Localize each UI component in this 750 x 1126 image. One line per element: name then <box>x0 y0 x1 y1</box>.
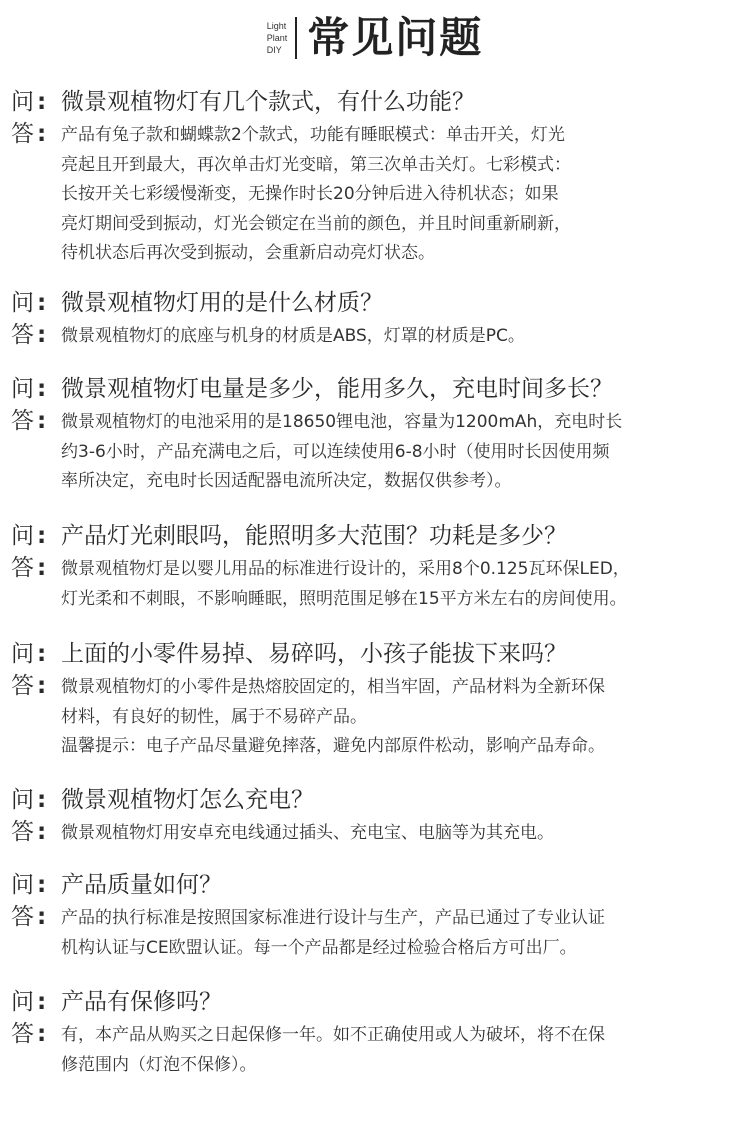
question-row <box>0 987 750 1021</box>
answer-colon: : <box>37 1021 47 1047</box>
question-colon: : <box>37 89 47 115</box>
question-marker: 问 <box>11 872 34 898</box>
question-text: 微景观植物灯有几个款式，有什么功能？ <box>61 89 475 115</box>
question-text: 产品质量如何？ <box>61 872 222 898</box>
question-colon: : <box>37 641 47 667</box>
answer-marker: 答 <box>11 904 34 930</box>
answer-colon: : <box>37 121 47 147</box>
question-row <box>0 288 750 322</box>
answer-text <box>61 904 739 963</box>
faq-item <box>0 87 750 269</box>
answer-text <box>61 322 739 352</box>
answer-row <box>0 121 750 269</box>
answer-line: 微景观植物灯的小零件是热熔胶固定的，相当牢固，产品材料为全新环保 <box>61 677 605 697</box>
answer-colon: : <box>37 555 47 581</box>
answer-marker: 答 <box>11 673 34 699</box>
faq-item <box>0 785 750 849</box>
answer-row <box>0 819 750 849</box>
answer-row <box>0 322 750 352</box>
question-marker: 问 <box>11 989 34 1015</box>
question-marker: 问 <box>11 787 34 813</box>
question-row <box>0 785 750 819</box>
answer-row <box>0 408 750 497</box>
question-text: 产品灯光刺眼吗，能照明多大范围？功耗是多少？ <box>61 523 567 549</box>
faq-item <box>0 521 750 614</box>
answer-line: 修范围内（灯泡不保修）。 <box>61 1054 257 1075</box>
question-text: 微景观植物灯电量是多少，能用多久，充电时间多长？ <box>61 376 613 402</box>
question-colon: : <box>37 872 47 898</box>
question-marker: 问 <box>11 376 34 402</box>
answer-line: 灯光柔和不刺眼，不影响睡眠，照明范围足够在15平方米左右的房间使用。 <box>61 588 627 609</box>
header-divider <box>295 17 297 59</box>
answer-colon: : <box>37 904 47 930</box>
question-marker: 问 <box>11 641 34 667</box>
answer-text <box>61 819 739 849</box>
answer-colon: : <box>37 673 47 699</box>
question-colon: : <box>37 523 47 549</box>
answer-line: 机构认证与CE欧盟认证。每一个产品都是经过检验合格后方可出厂。 <box>61 937 577 958</box>
answer-row <box>0 673 750 762</box>
answer-line: 率所决定，充电时长因适配器电流所决定，数据仅供参考）。 <box>61 471 512 491</box>
question-marker: 问 <box>11 290 34 316</box>
answer-line: 产品的执行标准是按照国家标准进行设计与生产，产品已通过了专业认证 <box>61 908 605 928</box>
brand-line: DIY <box>266 45 282 55</box>
answer-marker: 答 <box>11 555 34 581</box>
answer-row <box>0 555 750 614</box>
answer-marker: 答 <box>11 819 34 845</box>
answer-colon: : <box>37 819 47 845</box>
answer-line: 长按开关七彩缓慢渐变，无操作时长20分钟后进入待机状态；如果 <box>61 184 559 204</box>
question-row <box>0 521 750 555</box>
question-colon: : <box>37 787 47 813</box>
answer-line: 温馨提示：电子产品尽量避免摔落，避免内部原件松动，影响产品寿命。 <box>61 736 605 756</box>
answer-colon: : <box>37 322 47 348</box>
question-row <box>0 87 750 121</box>
answer-text <box>61 121 739 269</box>
page-title: 常见问题 <box>307 13 484 62</box>
question-text: 微景观植物灯用的是什么材质？ <box>61 290 383 316</box>
faq-item <box>0 870 750 963</box>
brand-line: Plant <box>266 33 288 43</box>
answer-line: 约3-6小时，产品充满电之后，可以连续使用6-8小时（使用时长因使用频 <box>61 441 610 462</box>
brand-logo <box>267 20 288 56</box>
answer-line: 微景观植物灯是以婴儿用品的标准进行设计的，采用8个0.125瓦环保LED， <box>61 559 630 579</box>
answer-line: 有，本产品从购买之日起保修一年。如不正确使用或人为破坏，将不在保 <box>61 1025 605 1045</box>
question-text: 上面的小零件易掉、易碎吗，小孩子能拔下来吗？ <box>61 641 567 667</box>
brand-line: Light <box>266 21 287 31</box>
answer-line: 微景观植物灯的电池采用的是18650锂电池，容量为1200mAh，充电时长 <box>61 412 623 432</box>
question-colon: : <box>37 989 47 1015</box>
faq-item <box>0 987 750 1080</box>
question-row <box>0 870 750 904</box>
question-colon: : <box>37 376 47 402</box>
question-colon: : <box>37 290 47 316</box>
answer-marker: 答 <box>11 322 34 348</box>
answer-line: 微景观植物灯的底座与机身的材质是ABS，灯罩的材质是PC。 <box>61 326 525 346</box>
answer-row <box>0 904 750 963</box>
answer-line: 产品有兔子款和蝴蝶款2个款式，功能有睡眠模式：单击开关，灯光 <box>61 125 565 145</box>
answer-line: 亮灯期间受到振动，灯光会锁定在当前的颜色，并且时间重新刷新， <box>61 213 571 234</box>
answer-text <box>61 673 739 762</box>
question-row <box>0 639 750 673</box>
question-row <box>0 374 750 408</box>
answer-marker: 答 <box>11 1021 34 1047</box>
answer-line: 材料，有良好的韧性，属于不易碎产品。 <box>61 706 367 727</box>
answer-text <box>61 1021 739 1080</box>
question-text: 微景观植物灯怎么充电？ <box>61 787 314 813</box>
page-header <box>0 10 750 66</box>
answer-marker: 答 <box>11 121 34 147</box>
answer-line: 亮起且开到最大，再次单击灯光变暗，第三次单击关灯。七彩模式： <box>61 154 571 175</box>
answer-marker: 答 <box>11 408 34 434</box>
question-marker: 问 <box>11 89 34 115</box>
faq-item <box>0 288 750 352</box>
answer-line: 微景观植物灯用安卓充电线通过插头、充电宝、电脑等为其充电。 <box>61 823 554 843</box>
question-text: 产品有保修吗？ <box>61 989 222 1015</box>
answer-line: 待机状态后再次受到振动，会重新启动亮灯状态。 <box>61 243 435 263</box>
faq-item <box>0 374 750 497</box>
faq-item <box>0 639 750 762</box>
answer-row <box>0 1021 750 1080</box>
answer-colon: : <box>37 408 47 434</box>
answer-text <box>61 408 739 497</box>
question-marker: 问 <box>11 523 34 549</box>
answer-text <box>61 555 739 614</box>
